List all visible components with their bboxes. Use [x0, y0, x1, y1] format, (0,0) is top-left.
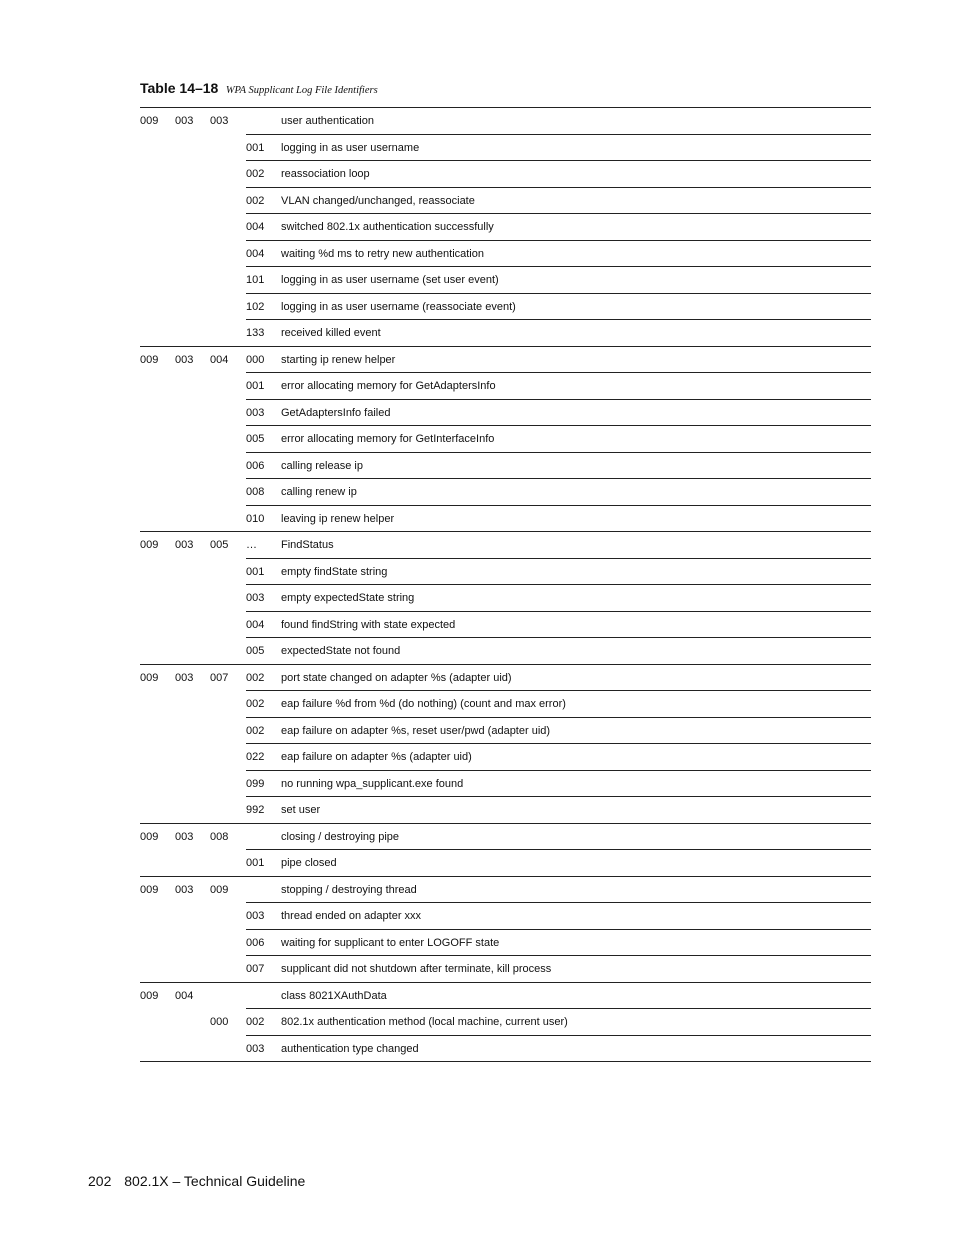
id-level2-cell: 003 [175, 671, 194, 684]
table-row [140, 241, 871, 268]
id-level1-cell: 009 [140, 883, 159, 896]
table-row [140, 347, 871, 374]
description-cell: authentication type changed [281, 1042, 419, 1055]
id-level4-cell: … [246, 539, 257, 551]
id-level3-cell: 003 [210, 115, 229, 127]
table-row [140, 612, 871, 639]
id-level4-cell: 004 [246, 247, 265, 260]
table-row [140, 559, 871, 586]
table-row [140, 718, 871, 745]
description-cell: waiting for supplicant to enter LOGOFF state [281, 936, 500, 949]
id-level4-cell: 008 [246, 486, 265, 498]
id-level4-cell: 002 [246, 194, 265, 207]
table-row [140, 161, 871, 188]
id-level3-cell: 004 [210, 353, 229, 366]
table-row [140, 1009, 871, 1036]
description-cell: empty findState string [281, 565, 388, 578]
table-row [140, 850, 871, 877]
table-row [140, 771, 871, 798]
table-row [140, 585, 871, 612]
table-row [140, 373, 871, 400]
description-cell: user authentication [281, 115, 374, 127]
description-cell: empty expectedState string [281, 592, 415, 604]
description-cell: reassociation loop [281, 168, 370, 180]
description-cell: thread ended on adapter xxx [281, 910, 422, 922]
table-row [140, 824, 871, 851]
description-cell: error allocating memory for GetInterfaceInfo [281, 433, 495, 445]
table-row [140, 479, 871, 506]
id-level1-cell: 009 [140, 115, 159, 127]
id-level2-cell: 003 [175, 883, 194, 896]
id-level4-cell: 010 [246, 512, 265, 525]
id-level1-cell: 009 [140, 539, 159, 551]
table-row [140, 426, 871, 453]
description-cell: supplicant did not shutdown after terminate, kill process [281, 963, 552, 975]
description-cell: found findString with state expected [281, 618, 456, 631]
id-level2-cell: 003 [175, 539, 194, 551]
table-row [140, 400, 871, 427]
page-footer [88, 1173, 305, 1189]
id-level4-cell: 005 [246, 645, 265, 657]
table-row [140, 294, 871, 321]
table-row [140, 638, 871, 665]
id-level1-cell: 009 [140, 671, 159, 684]
id-level4-cell: 006 [246, 459, 265, 472]
id-level4-cell: 992 [246, 804, 265, 816]
description-cell: received killed event [281, 327, 381, 339]
table-row [140, 108, 871, 135]
id-level4-cell: 003 [246, 1042, 265, 1055]
table-caption-label: Table 14–18 [140, 80, 219, 96]
id-level3-cell: 007 [210, 671, 229, 684]
id-level4-cell: 003 [246, 406, 265, 419]
id-level4-cell: 001 [246, 141, 265, 154]
id-level4-cell: 001 [246, 380, 265, 392]
description-cell: logging in as user username [281, 141, 420, 154]
log-identifiers-table [140, 107, 871, 1062]
id-level4-cell: 133 [246, 327, 265, 339]
id-level4-cell: 000 [246, 353, 265, 366]
description-cell: class 8021XAuthData [281, 989, 387, 1002]
table-row [140, 665, 871, 692]
id-level4-cell: 004 [246, 618, 265, 631]
id-level3-cell: 000 [210, 1016, 229, 1028]
description-cell: calling release ip [281, 459, 363, 472]
id-level4-cell: 002 [246, 1016, 265, 1028]
description-cell: closing / destroying pipe [281, 830, 400, 843]
id-level4-cell: 001 [246, 565, 265, 578]
id-level4-cell: 003 [246, 910, 265, 922]
id-level4-cell: 002 [246, 698, 265, 710]
id-level4-cell: 003 [246, 592, 265, 604]
table-row [140, 135, 871, 162]
table-row [140, 903, 871, 930]
row-divider [140, 1061, 871, 1062]
description-cell: no running wpa_supplicant.exe found [281, 777, 464, 790]
id-level4-cell: 005 [246, 433, 265, 445]
table-row [140, 267, 871, 294]
id-level2-cell: 003 [175, 830, 194, 843]
description-cell: 802.1x authentication method (local machine, current user) [281, 1016, 568, 1028]
table-row [140, 797, 871, 824]
id-level1-cell: 009 [140, 989, 159, 1002]
id-level4-cell: 099 [246, 777, 265, 790]
table-row [140, 214, 871, 241]
description-cell: eap failure on adapter %s (adapter uid) [281, 751, 472, 763]
description-cell: port state changed on adapter %s (adapter uid) [281, 671, 512, 684]
id-level4-cell: 002 [246, 168, 265, 180]
page-number: 202 [88, 1173, 112, 1189]
description-cell: switched 802.1x authentication successfully [281, 221, 494, 233]
table-row [140, 744, 871, 771]
id-level1-cell: 009 [140, 830, 159, 843]
id-level4-cell: 102 [246, 300, 265, 313]
id-level2-cell: 003 [175, 353, 194, 366]
description-cell: logging in as user username (set user event) [281, 274, 499, 286]
description-cell: VLAN changed/unchanged, reassociate [281, 194, 475, 207]
description-cell: stopping / destroying thread [281, 883, 417, 896]
id-level3-cell: 005 [210, 539, 229, 551]
id-level3-cell: 009 [210, 883, 229, 896]
description-cell: logging in as user username (reassociate event) [281, 300, 516, 313]
table-row [140, 930, 871, 957]
table-row [140, 877, 871, 904]
id-level4-cell: 001 [246, 857, 265, 869]
id-level4-cell: 002 [246, 724, 265, 737]
description-cell: set user [281, 804, 321, 816]
id-level4-cell: 007 [246, 963, 265, 975]
id-level3-cell: 008 [210, 830, 229, 843]
description-cell: FindStatus [281, 539, 334, 551]
table-row [140, 506, 871, 533]
table-row [140, 983, 871, 1010]
description-cell: pipe closed [281, 857, 337, 869]
table-row [140, 1036, 871, 1063]
table-row [140, 320, 871, 347]
document-title: 802.1X – Technical Guideline [124, 1173, 306, 1189]
description-cell: eap failure %d from %d (do nothing) (count and max error) [281, 698, 566, 710]
table-caption [140, 80, 378, 98]
table-row [140, 956, 871, 983]
table-row [140, 188, 871, 215]
table-row [140, 691, 871, 718]
description-cell: error allocating memory for GetAdaptersInfo [281, 380, 496, 392]
description-cell: waiting %d ms to retry new authentication [281, 247, 484, 260]
id-level4-cell: 101 [246, 274, 265, 286]
id-level4-cell: 002 [246, 671, 265, 684]
description-cell: leaving ip renew helper [281, 512, 395, 525]
id-level4-cell: 004 [246, 221, 265, 233]
table-row [140, 453, 871, 480]
description-cell: calling renew ip [281, 486, 357, 498]
id-level1-cell: 009 [140, 353, 159, 366]
description-cell: eap failure on adapter %s, reset user/pwd (adapter uid) [281, 724, 551, 737]
description-cell: starting ip renew helper [281, 353, 396, 366]
id-level4-cell: 022 [246, 751, 265, 763]
description-cell: GetAdaptersInfo failed [281, 406, 391, 419]
description-cell: expectedState not found [281, 645, 401, 657]
table-caption-title: WPA Supplicant Log File Identifiers [225, 85, 378, 96]
id-level2-cell: 003 [175, 115, 194, 127]
id-level2-cell: 004 [175, 989, 194, 1002]
id-level4-cell: 006 [246, 936, 265, 949]
table-row [140, 532, 871, 559]
